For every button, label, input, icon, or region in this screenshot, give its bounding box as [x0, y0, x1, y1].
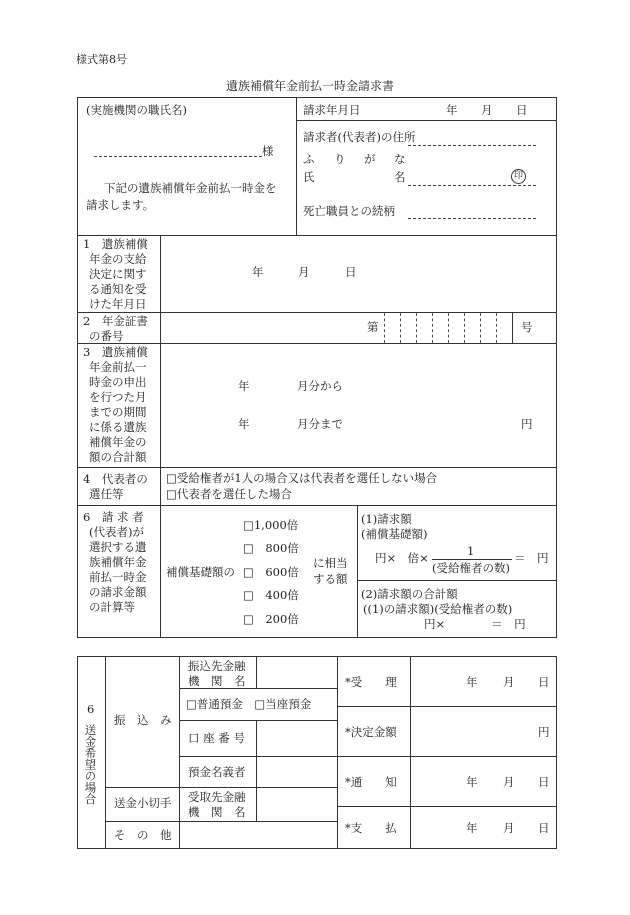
remit-section-label: 送金希望の場合 — [83, 724, 98, 805]
payment-label: *支 払 — [345, 821, 397, 835]
row2-gou: 号 — [521, 320, 533, 334]
furigana-3: が — [364, 152, 376, 166]
calc2-eq: 円× ＝ 円 — [424, 617, 526, 631]
row1-year: 年 — [252, 265, 264, 279]
deposit-type-options[interactable]: □普通預金 □当座預金 — [186, 697, 312, 711]
address-label: 請求者(代表者)の住所 — [303, 130, 416, 144]
representative-option-1[interactable]: □受給権者が1人の場合又は代表者を選任しない場合 — [166, 471, 438, 485]
relation-field[interactable] — [408, 218, 536, 219]
receipt-label: *受 理 — [345, 675, 397, 689]
institution-label: (実施機関の職氏名) — [86, 103, 187, 117]
bank-name-label: 振込先金融 機 関 名 — [188, 659, 246, 688]
institution-name-field[interactable] — [94, 156, 262, 157]
multiplier-1000[interactable]: □1,000倍 — [243, 518, 299, 532]
date-month: 月 — [481, 103, 493, 117]
form-number: 様式第8号 — [76, 53, 127, 66]
row1-day: 日 — [345, 265, 357, 279]
receipt-month: 月 — [503, 675, 515, 689]
fraction-bar — [432, 559, 512, 560]
multiplier-400[interactable]: □ 400倍 — [243, 588, 299, 602]
decided-yen: 円 — [538, 725, 550, 739]
equiv-line2: する額 — [313, 572, 348, 586]
calc1-right: ＝ 円 — [514, 551, 549, 565]
furigana-1: ふ — [303, 152, 315, 166]
page-title: 遺族補償年金前払一時金請求書 — [226, 79, 395, 93]
date-label: 請求年月日 — [303, 103, 361, 117]
row3-yen: 円 — [521, 417, 533, 431]
payment-month: 月 — [503, 821, 515, 835]
calc1-numerator: 1 — [467, 544, 475, 558]
row1-month: 月 — [298, 265, 310, 279]
account-number-label: 口 座 番 号 — [188, 731, 245, 745]
row3-year-from: 年 — [238, 379, 250, 393]
notice-label: *通 知 — [345, 775, 397, 789]
seal-icon: 印 — [511, 169, 526, 184]
bank-name-field[interactable] — [257, 657, 336, 687]
calc1-sub: (補償基礎額) — [361, 527, 428, 541]
representative-option-2[interactable]: □代表者を選任した場合 — [166, 487, 292, 501]
account-holder-label: 預金名義者 — [188, 765, 246, 779]
payment-day: 日 — [538, 821, 550, 835]
multiplier-800[interactable]: □ 800倍 — [243, 541, 299, 555]
multiplier-200[interactable]: □ 200倍 — [243, 612, 299, 626]
row6-label: 6 請 求 者 (代表者)が 選択する遺 族補償年金 前払一時金 の請求金額 の計算等 — [83, 510, 147, 614]
row2-label: 2 年金証書 の番号 — [83, 314, 148, 343]
receiving-bank-label: 受取先金融 機 関 名 — [188, 790, 246, 819]
calc2-title: (2)請求額の合計額 — [361, 587, 458, 601]
row3-year-to: 年 — [238, 417, 250, 431]
row4-label: 4 代表者の 選任等 — [83, 472, 148, 501]
sama-label: 様 — [262, 144, 274, 158]
calc1-left: 円× 倍× — [375, 551, 429, 565]
decided-amount-label: *決定金額 — [345, 725, 397, 739]
relation-label: 死亡職員との続柄 — [303, 204, 395, 218]
base-amount-label: 補償基礎額の — [166, 565, 235, 579]
notice-month: 月 — [503, 775, 515, 789]
other-label: そ の 他 — [114, 828, 172, 842]
account-holder-field[interactable] — [257, 757, 336, 786]
address-field[interactable] — [408, 145, 536, 146]
equiv-line1: に相当 — [313, 556, 348, 570]
check-label: 送金小切手 — [114, 796, 172, 810]
row1-label: 1 遺族補償 年金の支給 決定に関す る通知を受 けた年月日 — [83, 237, 148, 311]
calc1-title: (1)請求額 — [361, 512, 412, 526]
notice-year: 年 — [466, 775, 478, 789]
multiplier-600[interactable]: □ 600倍 — [243, 565, 299, 579]
remit-section-number: 6 — [87, 702, 95, 716]
furigana-2: り — [334, 152, 346, 166]
row3-to: 月分まで — [297, 417, 343, 431]
name-char-2: 名 — [394, 170, 406, 184]
account-number-field[interactable] — [257, 721, 336, 755]
date-day: 日 — [516, 103, 528, 117]
receipt-year: 年 — [466, 675, 478, 689]
name-field[interactable] — [408, 185, 536, 186]
request-text-line2: 請求します。 — [86, 198, 155, 212]
furigana-4: な — [394, 152, 406, 166]
calc2-sub: ((1)の請求額)(受給権者の数) — [363, 602, 513, 616]
payment-year: 年 — [466, 821, 478, 835]
notice-day: 日 — [538, 775, 550, 789]
date-year: 年 — [446, 103, 458, 117]
row3-label: 3 遺族補償 年金前払一 時金の申出 を行つた月 までの期間 に係る遺族 補償年金の 額の合計額 — [83, 345, 148, 464]
certificate-number-field[interactable] — [385, 314, 511, 342]
request-text-line1: 下記の遺族補償年金前払一時金を — [104, 181, 277, 195]
calc1-denominator: (受給権者の数) — [432, 561, 510, 575]
furikomi-label: 振 込 み — [114, 713, 172, 727]
receipt-day: 日 — [538, 675, 550, 689]
row3-from: 月分から — [297, 379, 343, 393]
receiving-bank-field[interactable] — [257, 788, 336, 820]
name-char-1: 氏 — [303, 170, 315, 184]
row2-dai: 第 — [367, 320, 379, 334]
